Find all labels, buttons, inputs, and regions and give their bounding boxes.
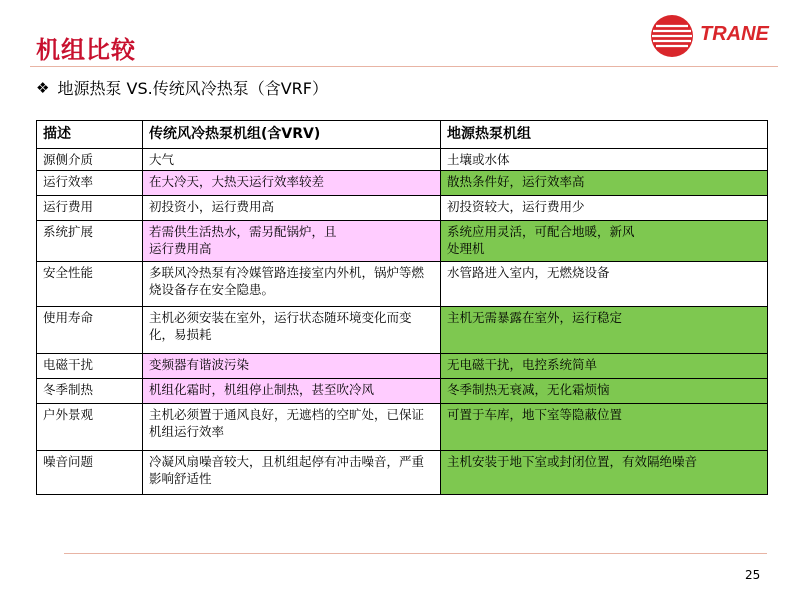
logo-text: TRANE: [700, 23, 769, 45]
footer-divider: [64, 553, 767, 554]
diamond-bullet-icon: ❖: [36, 78, 50, 97]
row-conventional-cell: 主机必须置于通风良好，无遮档的空旷处，已保证机组运行效率: [143, 404, 441, 451]
row-item-cell: 噪音问题: [37, 451, 143, 495]
table-row: [37, 221, 768, 262]
table-row: [37, 262, 768, 307]
table-row: [37, 354, 768, 379]
row-item-cell: 使用寿命: [37, 307, 143, 354]
comparison-table: [36, 120, 768, 495]
table-row: [37, 451, 768, 495]
row-conventional-cell: 多联风冷热泵有冷媒管路连接室内外机，锅炉等燃烧设备存在安全隐患。: [143, 262, 441, 307]
header-conventional: 传统风冷热泵机组(含VRV): [143, 121, 441, 149]
row-item-cell: 冬季制热: [37, 379, 143, 404]
row-item-cell: 运行效率: [37, 171, 143, 196]
row-geothermal-cell: 可置于车库，地下室等隐蔽位置: [441, 404, 768, 451]
row-conventional-cell: 初投资小，运行费用高: [143, 196, 441, 221]
row-conventional-cell: 在大冷天，大热天运行效率较差: [143, 171, 441, 196]
row-geothermal-cell: 水管路进入室内，无燃烧设备: [441, 262, 768, 307]
row-conventional-cell: 大气: [143, 149, 441, 171]
trane-globe-icon: [650, 14, 694, 58]
table-row: [37, 171, 768, 196]
row-geothermal-cell: 冬季制热无衰减，无化霜烦恼: [441, 379, 768, 404]
row-item-cell: 电磁干扰: [37, 354, 143, 379]
row-conventional-cell: 若需供生活热水，需另配锅炉，且 运行费用高: [143, 221, 441, 262]
row-geothermal-cell: 土壤或水体: [441, 149, 768, 171]
header-geothermal: 地源热泵机组: [441, 121, 768, 149]
row-item-cell: 运行费用: [37, 196, 143, 221]
header-description: 描述: [37, 121, 143, 149]
row-geothermal-cell: 主机安装于地下室或封闭位置，有效隔绝噪音: [441, 451, 768, 495]
row-geothermal-cell: 无电磁干扰，电控系统简单: [441, 354, 768, 379]
table-row: [37, 149, 768, 171]
row-item-cell: 系统扩展: [37, 221, 143, 262]
row-geothermal-cell: 散热条件好，运行效率高: [441, 171, 768, 196]
row-item-cell: 安全性能: [37, 262, 143, 307]
table-row: [37, 404, 768, 451]
row-geothermal-cell: 主机无需暴露在室外，运行稳定: [441, 307, 768, 354]
row-conventional-cell: 主机必须安装在室外，运行状态随环境变化而变化，易损耗: [143, 307, 441, 354]
row-item-cell: 源侧介质: [37, 149, 143, 171]
table-header-row: [37, 121, 768, 149]
subtitle: [36, 76, 328, 99]
row-conventional-cell: 冷凝风扇噪音较大，且机组起停有冲击噪音，严重影响舒适性: [143, 451, 441, 495]
row-item-cell: 户外景观: [37, 404, 143, 451]
row-conventional-cell: 变频器有谐波污染: [143, 354, 441, 379]
row-geothermal-cell: 系统应用灵活，可配合地暖，新风 处理机: [441, 221, 768, 262]
slide-title: 机组比较: [36, 36, 136, 64]
table-row: [37, 307, 768, 354]
trane-logo: [650, 14, 780, 58]
row-geothermal-cell: 初投资较大，运行费用少: [441, 196, 768, 221]
title-divider: [30, 66, 778, 67]
page-number: 25: [745, 568, 761, 582]
row-conventional-cell: 机组化霜时，机组停止制热，甚至吹冷风: [143, 379, 441, 404]
subtitle-text: 地源热泵 VS.传统风冷热泵（含VRF）: [57, 79, 328, 98]
table-row: [37, 196, 768, 221]
table-row: [37, 379, 768, 404]
